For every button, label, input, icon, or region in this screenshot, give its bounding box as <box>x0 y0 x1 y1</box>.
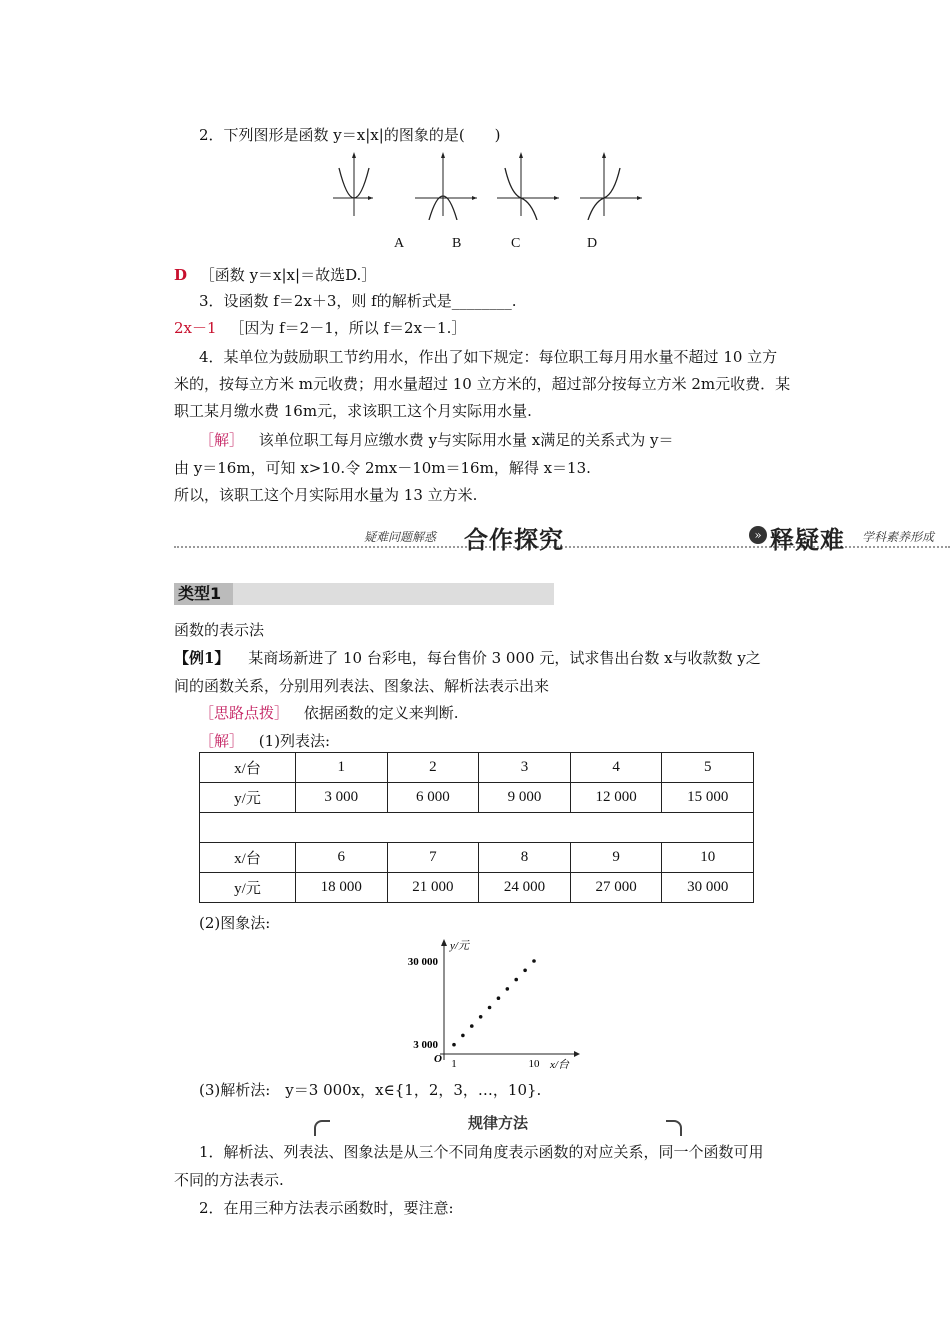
table-cell: 4 <box>570 753 662 783</box>
option-graph-d <box>580 150 644 220</box>
scatter-point <box>452 1043 456 1047</box>
example1-line-2: 间的函数关系，分别用列表法、图象法、解析法表示出来 <box>174 677 550 695</box>
example1-text-1: 某商场新进了 10 台彩电，每台售价 3 000 元，试求售出台数 x与收款数 y之 <box>248 649 761 667</box>
method-line-2: 不同的方法表示. <box>174 1171 284 1189</box>
table-cell: 8 <box>479 843 571 873</box>
method-line-1: 1．解析法、列表法、图象法是从三个不同角度表示函数的对应关系，同一个函数可用 <box>199 1143 764 1161</box>
table-row <box>200 813 754 843</box>
table-cell: 9 000 <box>479 783 571 813</box>
example1-hint-text: 依据函数的定义来判断. <box>303 704 459 722</box>
example1-hint-label: ［思路点拨］ <box>199 704 290 722</box>
option-label-c: C <box>511 236 521 251</box>
example1-formula: (3)解析法: y＝3 000x，x∈{1，2，3，…，10}. <box>199 1081 542 1099</box>
q4-solution-label: ［解］ <box>199 431 245 449</box>
scatter-point <box>488 1006 492 1010</box>
table-cell: x/台 <box>200 843 296 873</box>
scatter-point <box>497 996 501 1000</box>
y-axis-arrow <box>441 939 447 946</box>
scatter-point <box>470 1024 474 1028</box>
table-cell: 3 <box>479 753 571 783</box>
q2-answer-text: ［函数 y＝x|x|＝故选D.］ <box>199 266 377 284</box>
q3-answer-text: ［因为 f＝2－1，所以 f＝2x－1.］ <box>229 319 467 337</box>
y-tick-label-high: 30 000 <box>407 956 438 968</box>
q4-solution-text-1: 该单位职工每月应缴水费 y与实际用水量 x满足的关系式为 y＝ <box>258 431 674 449</box>
scatter-point <box>506 987 510 991</box>
x-tick-label-low: 1 <box>451 1058 457 1070</box>
value-table <box>199 752 754 903</box>
banner-main-1: 合作探究 <box>464 526 564 554</box>
table-cell: 18 000 <box>296 873 388 903</box>
option-label-b: B <box>452 236 462 251</box>
q4-line-1: 4．某单位为鼓励职工节约用水，作出了如下规定：每位职工每月用水量不超过 10 立方 <box>199 348 778 366</box>
table-cell: 9 <box>570 843 662 873</box>
example1-line-1 <box>174 647 761 668</box>
table-cell: 6 <box>296 843 388 873</box>
x-tick-label-high: 10 <box>528 1058 540 1070</box>
option-label-a: A <box>394 236 405 251</box>
q3-stem: 3．设函数 f＝2x＋3，则 f的解析式是________. <box>199 292 517 310</box>
table-cell: 30 000 <box>662 873 754 903</box>
method-line-3: 2．在用三种方法表示函数时，要注意: <box>199 1199 454 1217</box>
example1-hint <box>199 702 459 723</box>
table-cell: 2 <box>387 753 479 783</box>
table-spacer-cell <box>200 813 754 843</box>
example1-label: 【例1】 <box>174 649 230 667</box>
table-row <box>200 783 754 813</box>
y-tick-label-low: 3 000 <box>413 1039 438 1051</box>
table-cell: y/元 <box>200 873 296 903</box>
example1-solution-intro: (1)列表法: <box>258 732 331 750</box>
table-cell: x/台 <box>200 753 296 783</box>
banner-left-text: 疑难问题解惑 <box>364 530 437 544</box>
method-header <box>314 1112 682 1134</box>
type-title: 函数的表示法 <box>174 621 265 639</box>
table-cell: 1 <box>296 753 388 783</box>
q4-line-3: 职工某月缴水费 16m元，求该职工这个月实际用水量. <box>174 402 532 420</box>
table-cell: y/元 <box>200 783 296 813</box>
table-cell: 15 000 <box>662 783 754 813</box>
q2-stem: 2．下列图形是函数 y＝x|x|的图象的是( ) <box>199 126 501 144</box>
q4-line-2: 米的，按每立方米 m元收费；用水量超过 10 立方米的，超过部分按每立方米 2m元收费．某 <box>174 375 791 393</box>
table-row <box>200 873 754 903</box>
scatter-point <box>514 978 518 982</box>
option-label-d: D <box>587 236 598 251</box>
graph-method-title: (2)图象法: <box>199 914 271 932</box>
table-cell: 21 000 <box>387 873 479 903</box>
origin-label: O <box>434 1053 442 1065</box>
x-axis-label: x/台 <box>550 1059 569 1071</box>
table-cell: 3 000 <box>296 783 388 813</box>
y-axis-label: y/元 <box>450 940 469 952</box>
type-tag: 类型1 <box>174 583 233 605</box>
table-row <box>200 843 754 873</box>
q4-solution-line-1 <box>199 429 674 450</box>
q3-answer-label: 2x－1 <box>174 319 217 337</box>
table-cell: 5 <box>662 753 754 783</box>
table-cell: 27 000 <box>570 873 662 903</box>
q4-solution-line-2: 由 y＝16m，可知 x>10.令 2mx－10m＝16m，解得 x＝13. <box>174 459 591 477</box>
banner-arrow-icon: » <box>749 526 767 544</box>
table-cell: 7 <box>387 843 479 873</box>
scatter-point <box>461 1034 465 1038</box>
option-graph-a <box>333 150 375 220</box>
banner-right-text: 学科素养形成 <box>862 530 935 544</box>
scatter-chart <box>400 936 590 1072</box>
q2-answer <box>174 264 376 285</box>
table-cell: 10 <box>662 843 754 873</box>
scatter-point <box>532 959 536 963</box>
q4-solution-line-3: 所以，该职工这个月实际用水量为 13 立方米. <box>174 486 478 504</box>
table-cell: 12 000 <box>570 783 662 813</box>
table-row <box>200 753 754 783</box>
option-graph-b <box>415 150 479 220</box>
example1-solution <box>199 730 330 751</box>
method-title: 规律方法 <box>467 1114 528 1132</box>
q3-answer <box>174 317 466 338</box>
scatter-point <box>523 969 527 973</box>
scatter-point <box>479 1015 483 1019</box>
option-graph-c <box>497 150 561 220</box>
section-banner <box>174 518 950 554</box>
q2-answer-label: D <box>174 266 188 284</box>
example1-solution-label: ［解］ <box>199 732 245 750</box>
type-header <box>174 583 554 605</box>
x-axis-arrow <box>574 1051 580 1057</box>
table-cell: 24 000 <box>479 873 571 903</box>
banner-main-2: 释疑难 <box>770 526 845 554</box>
table-cell: 6 000 <box>387 783 479 813</box>
